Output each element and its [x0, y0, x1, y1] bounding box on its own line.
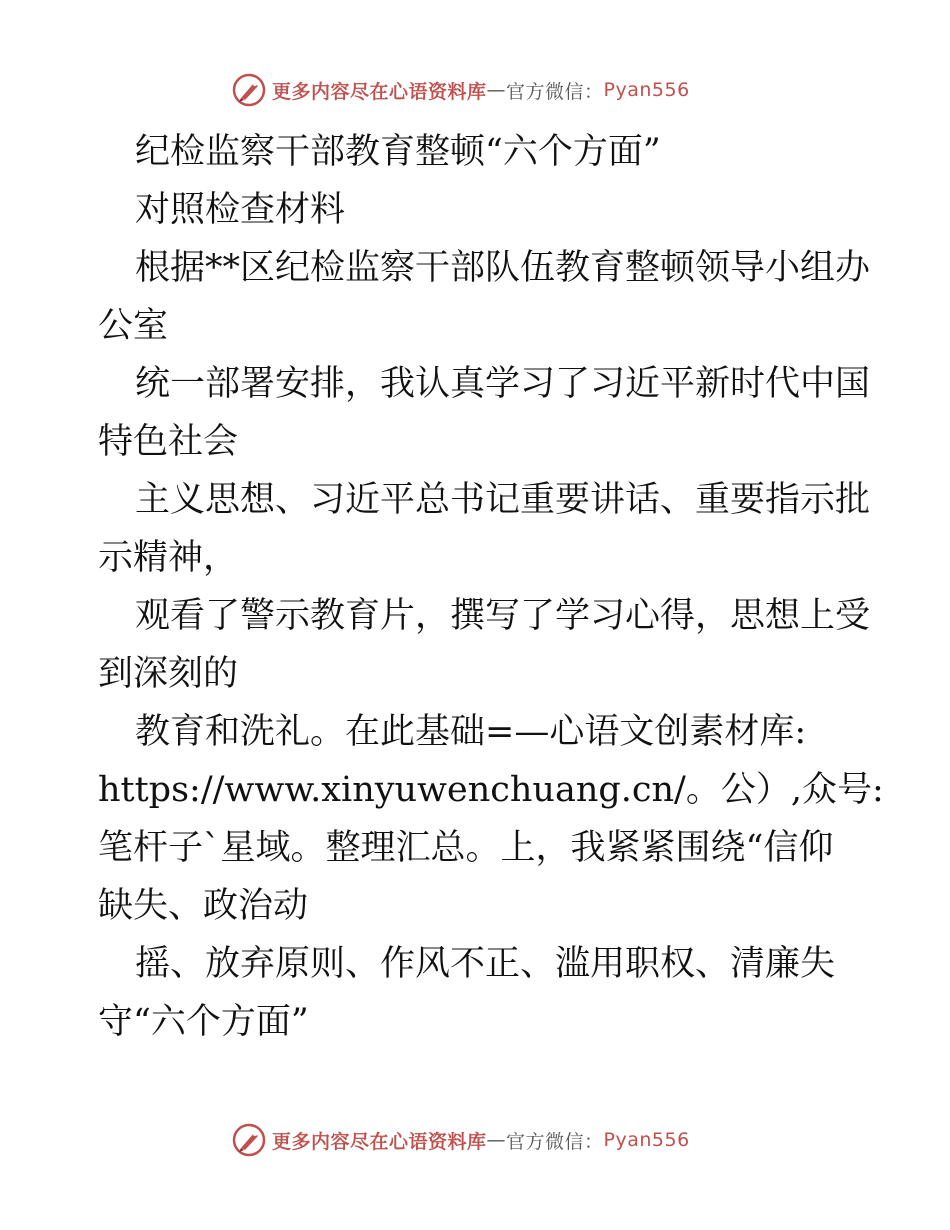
doc-line: 笔杆子`星域。整理汇总。上，我紧紧围绕“信仰: [98, 828, 834, 868]
doc-line: 教育和洗礼。在此基础=—心语文创素材库:: [135, 712, 807, 752]
document-body: [98, 123, 898, 1051]
watermark-header: [232, 70, 690, 110]
doc-line: 守“六个方面”: [98, 1002, 309, 1042]
watermark-wechat-id: Pyan556: [603, 1129, 690, 1151]
pen-logo-icon: [232, 1123, 266, 1157]
doc-line: 对照检查材料: [135, 190, 346, 230]
watermark-wechat-id: Pyan556: [603, 79, 690, 101]
doc-line: 公室: [98, 306, 169, 346]
doc-line: 特色社会: [98, 422, 239, 462]
watermark-text: 更多内容尽在心语资料库: [272, 1130, 487, 1153]
doc-line: 示精神，: [98, 538, 239, 578]
pen-logo-icon: [232, 73, 266, 107]
doc-line: 纪检监察干部教育整顿“六个方面”: [135, 132, 661, 172]
doc-line: 观看了警示教育片，撰写了学习心得，思想上受: [135, 596, 871, 636]
watermark-wechat-label: 官方微信：: [506, 80, 604, 103]
watermark-footer: [232, 1120, 690, 1160]
watermark-wechat-label: 官方微信：: [506, 1130, 604, 1153]
doc-line: 根据**区纪检监察干部队伍教育整顿领导小组办: [135, 248, 871, 288]
doc-line: 摇、放弃原则、作风不正、滥用职权、清廉失: [135, 944, 836, 984]
watermark-separator: —: [486, 1129, 507, 1151]
doc-line: 到深刻的: [98, 654, 239, 694]
watermark-separator: —: [486, 79, 507, 101]
doc-line: 统一部署安排，我认真学习了习近平新时代中国: [135, 364, 871, 404]
doc-line: 缺失、政治动: [98, 886, 309, 926]
watermark-text: 更多内容尽在心语资料库: [272, 80, 487, 103]
doc-line: https://www.xinyuwenchuang.cn/。公）,众号:: [98, 770, 884, 810]
doc-line: 主义思想、习近平总书记重要讲话、重要指示批: [135, 480, 871, 520]
